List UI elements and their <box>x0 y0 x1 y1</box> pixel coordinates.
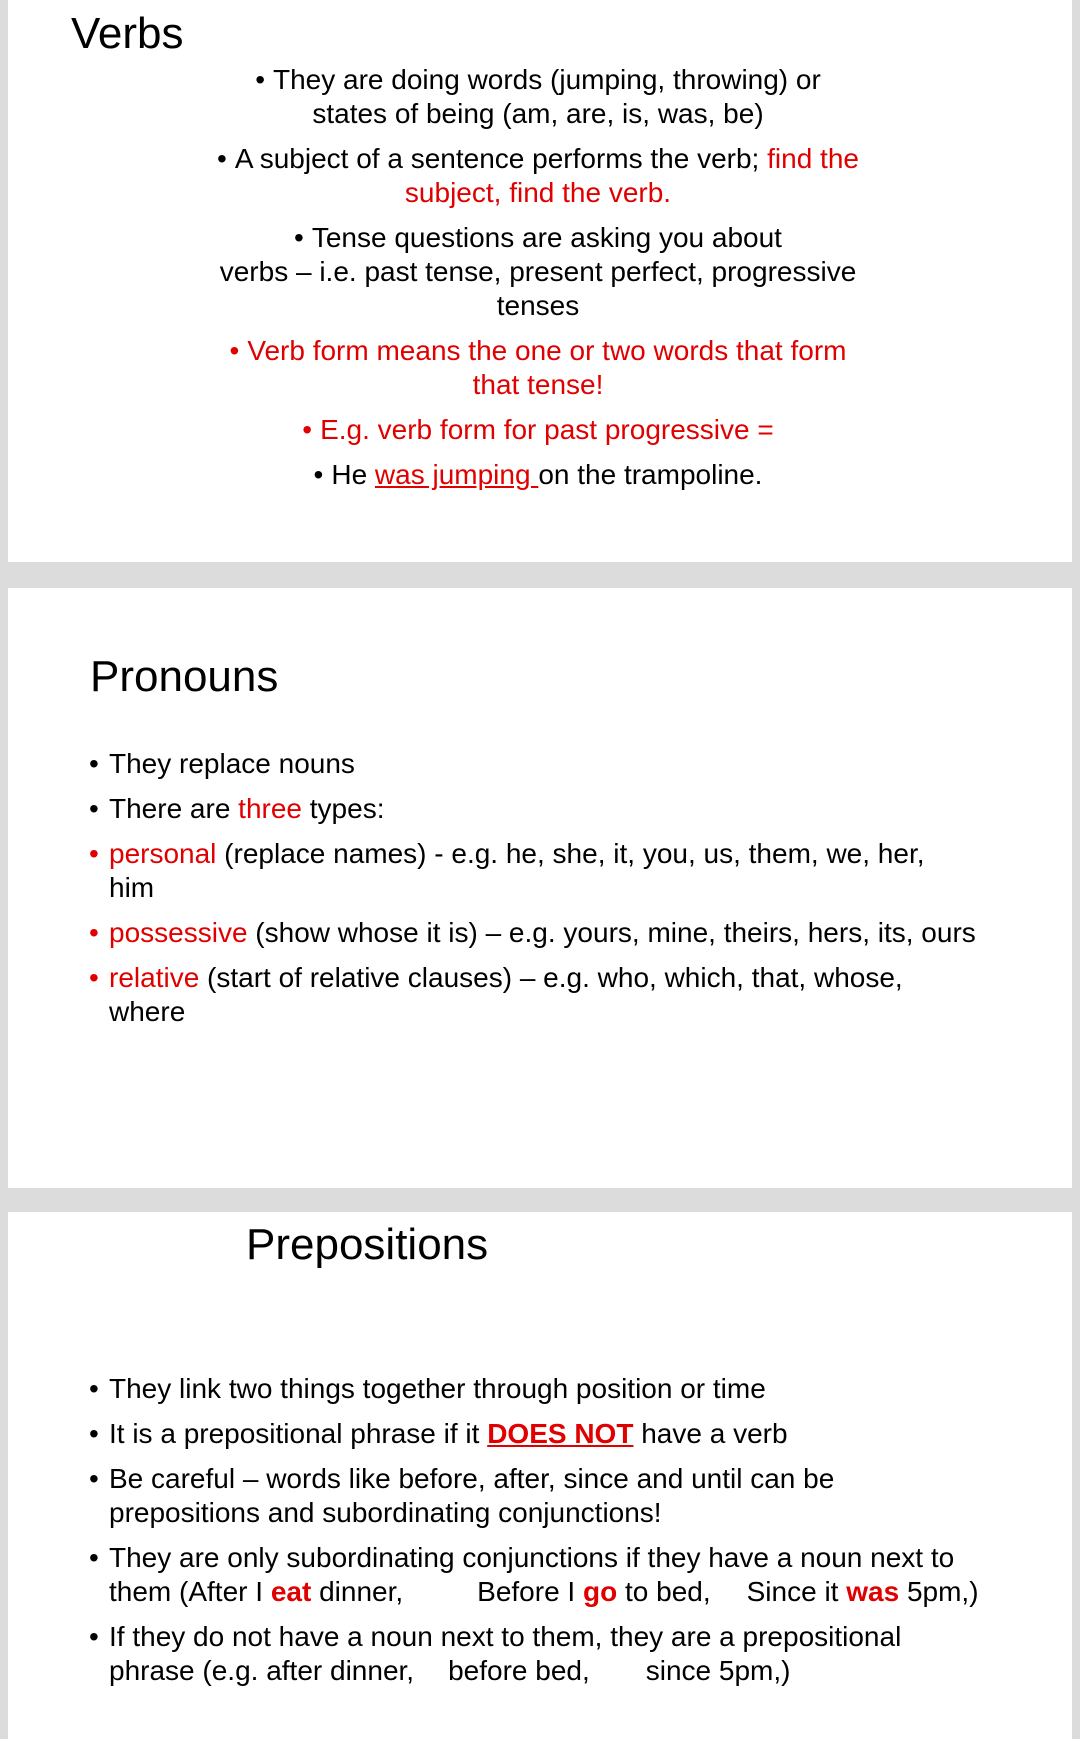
pronouns-bullet-list <box>8 747 1072 1040</box>
bullet-icon: • <box>89 917 99 948</box>
underlined-verb-form: was jumping <box>374 459 539 490</box>
highlight-text: possessive <box>109 917 248 948</box>
highlight-text: was <box>846 1576 900 1607</box>
bullet-icon: • <box>294 222 304 253</box>
list-item: • He was jumping on the trampoline. <box>313 459 763 490</box>
verbs-title: Verbs <box>71 9 184 58</box>
prepositions-title: Prepositions <box>246 1220 489 1269</box>
highlight-text: personal <box>109 838 217 869</box>
highlight-text: find the <box>767 143 859 174</box>
list-item: • relative (start of relative clauses) – e.g. who, which, that, whose, where <box>89 962 903 1027</box>
prepositions-bullet-list <box>8 1372 1072 1699</box>
bullet-icon: • <box>313 459 324 490</box>
list-item: • They replace nouns <box>89 748 355 779</box>
highlight-text: go <box>583 1576 618 1607</box>
bullet-icon: • <box>89 1621 99 1652</box>
list-item: • There are three types: <box>89 793 385 824</box>
bullet-icon: • <box>89 1373 99 1404</box>
bullet-icon: • <box>89 748 99 779</box>
bullet-icon: • <box>302 414 313 445</box>
bullet-icon: • <box>89 1418 99 1449</box>
highlight-text: subject, find the verb. <box>404 177 672 208</box>
bullet-icon: • <box>89 1542 99 1573</box>
list-item: • Tense questions are asking you about verbs – i.e. past tense, present perfect, progressive tenses <box>219 222 857 321</box>
list-item: • possessive (show whose it is) – e.g. yours, mine, theirs, hers, its, ours <box>89 917 976 948</box>
list-item: • They link two things together through position or time <box>89 1373 766 1404</box>
bullet-icon: • <box>89 793 99 824</box>
list-item: • A subject of a sentence performs the verb; find the subject, find the verb. <box>217 143 859 208</box>
slide-prepositions <box>8 1212 1072 1739</box>
highlight-text: DOES NOT <box>487 1418 634 1449</box>
bullet-icon: • <box>89 838 99 869</box>
list-item: • Be careful – words like before, after, since and until can be prepositions and subordinating conjunctions! <box>89 1463 835 1528</box>
bullet-icon: • <box>229 335 240 366</box>
bullet-icon: • <box>89 962 99 993</box>
bullet-icon: • <box>89 1463 99 1494</box>
bullet-icon: • <box>255 64 265 95</box>
list-item: • They are only subordinating conjunctions if they have a noun next to them (After I eat dinner, Before I go to bed, Since it was 5pm,) <box>89 1542 979 1607</box>
list-item: • If they do not have a noun next to them, they are a prepositional phrase (e.g. after dinner, before bed, since 5pm,) <box>89 1621 902 1686</box>
list-item: • They are doing words (jumping, throwing) or states of being (am, are, is, was, be) <box>255 64 821 129</box>
pronouns-title: Pronouns <box>90 652 279 701</box>
list-item: • It is a prepositional phrase if it DOES NOT have a verb <box>89 1418 788 1449</box>
list-item: • Verb form means the one or two words that form that tense! <box>229 335 847 400</box>
verbs-bullet-list <box>178 63 898 503</box>
list-item: • personal (replace names) - e.g. he, she, it, you, us, them, we, her, him <box>89 838 925 903</box>
highlight-text: three <box>238 793 302 824</box>
highlight-text: eat <box>270 1576 312 1607</box>
highlight-text: relative <box>109 962 200 993</box>
list-item: • E.g. verb form for past progressive = <box>302 414 774 445</box>
slide-verbs <box>8 0 1072 562</box>
bullet-icon: • <box>217 143 227 174</box>
slide-pronouns <box>8 588 1072 1188</box>
